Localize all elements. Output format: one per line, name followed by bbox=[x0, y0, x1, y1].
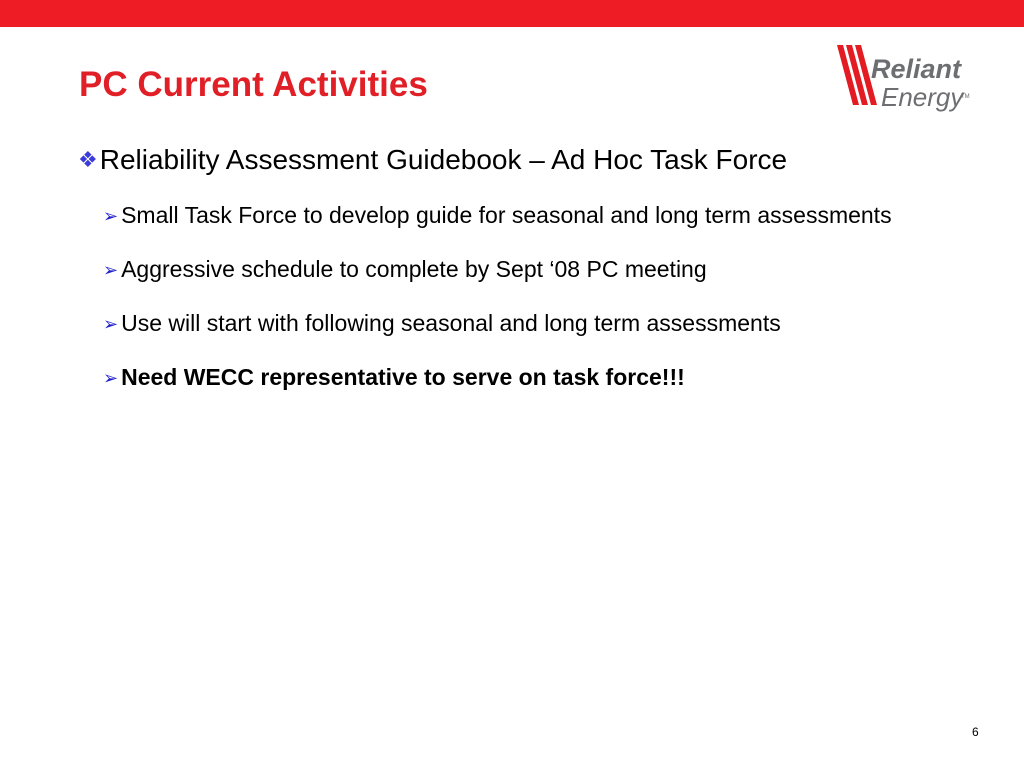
arrow-bullet-icon: ➢ bbox=[103, 314, 119, 334]
diamond-bullet-icon: ❖ bbox=[78, 147, 98, 172]
main-bullet-text: Reliability Assessment Guidebook – Ad Hoc Task Force bbox=[99, 144, 788, 175]
sub-bullet-item-emphasis bbox=[103, 360, 963, 396]
slide-title: PC Current Activities bbox=[79, 65, 428, 104]
sub-bullet-text: Need WECC representative to serve on task force!!! bbox=[121, 364, 685, 390]
page-number: 6 bbox=[972, 725, 979, 739]
sub-bullet-item bbox=[103, 306, 963, 342]
sub-bullet-list bbox=[103, 198, 963, 414]
main-bullet bbox=[78, 142, 787, 177]
reliant-energy-logo bbox=[835, 40, 980, 112]
arrow-bullet-icon: ➢ bbox=[103, 260, 119, 280]
top-accent-bar bbox=[0, 0, 1024, 27]
logo-text-reliant: Reliant bbox=[871, 54, 962, 84]
arrow-bullet-icon: ➢ bbox=[103, 368, 119, 388]
sub-bullet-text: Use will start with following seasonal and long term assessments bbox=[121, 310, 781, 336]
logo-text-energy: Energy bbox=[881, 82, 964, 112]
sub-bullet-text: Aggressive schedule to complete by Sept ‘08 PC meeting bbox=[121, 256, 707, 282]
sub-bullet-text: Small Task Force to develop guide for seasonal and long term assessments bbox=[121, 202, 892, 228]
sub-bullet-item bbox=[103, 198, 963, 234]
arrow-bullet-icon: ➢ bbox=[103, 206, 119, 226]
logo-trademark: TM bbox=[961, 94, 970, 100]
sub-bullet-item bbox=[103, 252, 963, 288]
